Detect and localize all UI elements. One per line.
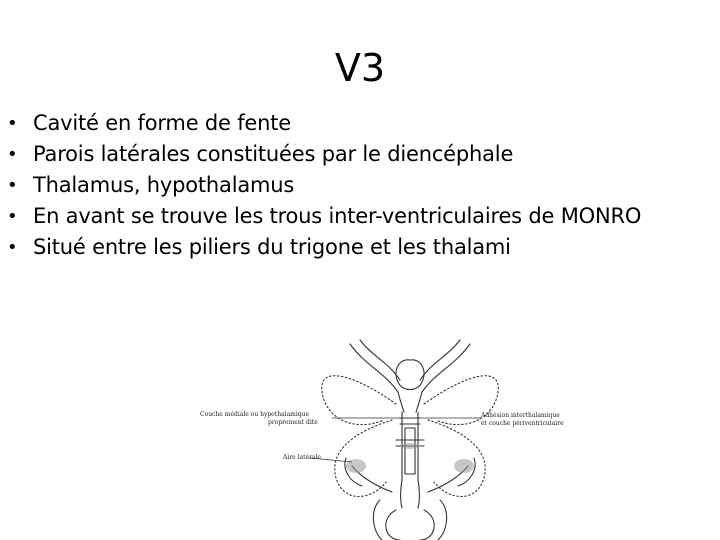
bullet-dot-icon: • — [7, 206, 18, 227]
thalamus-outline-left — [322, 376, 396, 425]
bullet-dot-icon: • — [7, 113, 18, 134]
label-periventricular: et couche périventriculaire — [481, 420, 564, 427]
bullet-dot-icon: • — [7, 175, 18, 196]
top-bulb — [396, 360, 424, 390]
bullet-item — [0, 232, 720, 263]
label-lateral-area: Aire latérale — [283, 454, 321, 461]
third-ventricle-diagram — [190, 330, 590, 540]
bullet-item — [0, 170, 720, 201]
bullet-text: Cavité en forme de fente — [33, 111, 291, 135]
label-interthalamic: Adhésion interthalamique — [481, 412, 560, 419]
slide-title: V3 — [334, 46, 386, 90]
hypothalamus-outline-right — [428, 420, 485, 497]
bullet-text: En avant se trouve les trous inter-ventriculaires de MONRO — [33, 204, 642, 228]
lateral-area-shading — [346, 443, 474, 473]
label-medial-layer-2: proprement dite — [268, 419, 318, 426]
bullet-text: Thalamus, hypothalamus — [33, 173, 295, 197]
bullet-dot-icon: • — [7, 237, 18, 258]
bullet-text: Situé entre les piliers du trigone et les thalami — [33, 235, 511, 259]
hypothalamus-outline-left — [335, 420, 392, 497]
bullet-text: Parois latérales constituées par le diencéphale — [33, 142, 514, 166]
lower-bulb — [386, 510, 434, 540]
bullet-item — [0, 201, 720, 232]
bullet-item — [0, 139, 720, 170]
bullet-item — [0, 108, 720, 139]
label-medial-layer: Couche médiale ou hypothalamique — [200, 411, 310, 418]
bullet-list — [0, 108, 720, 263]
bullet-dot-icon: • — [7, 144, 18, 165]
lower-stalk — [401, 480, 420, 508]
